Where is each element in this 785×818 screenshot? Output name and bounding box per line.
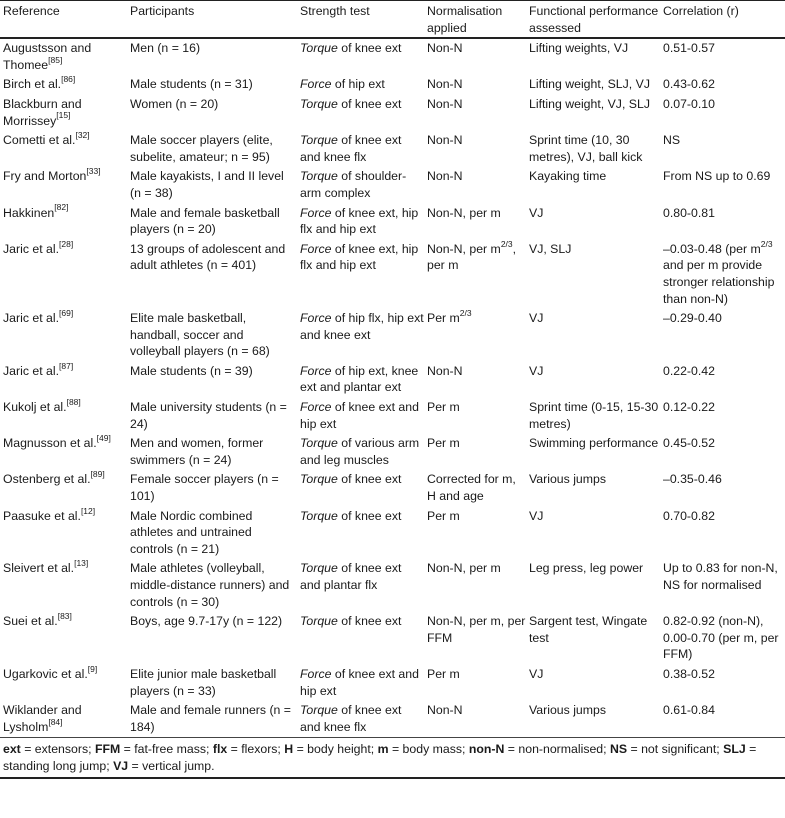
cell-reference [0,434,127,470]
normalisation-text: Per m [427,508,460,523]
cell-normalisation [424,701,526,738]
reference-text: Cometti et al. [3,133,76,148]
correlation-text: 0.80-0.81 [663,205,715,220]
cell-correlation [660,95,785,131]
citation-number: [9] [87,663,98,674]
cell-correlation [660,665,785,701]
normalisation-text: Non-N [427,41,463,56]
abbreviation-definition: = not significant; [627,742,724,757]
strength-test-text: of hip flx, hip ext and knee ext [300,311,424,342]
footnote-row [0,738,785,778]
table-footnote [0,738,785,778]
cell-reference [0,470,127,506]
cell-strength-test [297,131,424,167]
cell-strength-test [297,470,424,506]
cell-normalisation [424,240,526,309]
abbreviation-term: SLJ [723,742,746,757]
cell-functional-performance: Various jumps [529,703,606,718]
header-participants: Participants [130,4,195,18]
strength-test-text: of knee ext and plantar flx [300,561,402,592]
header-functional-performance: Functional performance assessed [529,4,659,35]
table-row [0,167,785,203]
correlation-text: –0.35-0.46 [663,472,722,487]
cell-normalisation [424,204,526,240]
measure-type: Torque [300,169,338,184]
cell-functional-performance: Swimming performance [529,436,659,451]
table-row [0,434,785,470]
cell-participants: 13 groups of adolescent and adult athletes (n = 401) [130,241,286,273]
strength-test-text: of knee ext and hip ext [300,400,419,431]
cell-reference [0,131,127,167]
cell-participants: Male soccer players (elite, subelite, amateur; n = 95) [130,133,273,164]
exponent: 2/3 [459,308,472,318]
correlation-text: –0.29-0.40 [663,311,722,326]
measure-type: Torque [300,436,338,451]
table-row [0,204,785,240]
abbreviation-definition: = flexors; [227,742,285,757]
normalisation-text: Non-N, per m [427,561,501,576]
cell-strength-test [297,95,424,131]
measure-type: Force [300,311,332,326]
table-row [0,612,785,665]
strength-test-text: of knee ext and knee flx [300,703,402,734]
table-row [0,507,785,560]
citation-number: [28] [59,238,74,249]
abbreviation-definition: = vertical jump. [128,758,215,773]
correlation-text: 0.61-0.84 [663,703,715,718]
normalisation-text: Non-N [427,96,463,111]
citation-number: [87] [59,360,74,371]
citation-number: [32] [75,130,90,141]
reference-text: Jaric et al. [3,363,60,378]
strength-test-text: of hip ext, knee ext and plantar ext [300,363,419,395]
cell-functional-performance: VJ [529,205,544,220]
cell-correlation [660,38,785,75]
citation-number: [83] [57,611,72,622]
cell-normalisation [424,95,526,131]
cell-strength-test [297,612,424,665]
cell-correlation [660,612,785,665]
table-row [0,38,785,75]
cell-normalisation [424,507,526,560]
cell-strength-test [297,434,424,470]
strength-test-text: of knee ext, hip flx and hip ext [300,205,419,237]
cell-participants: Men (n = 16) [130,41,201,56]
cell-strength-test [297,362,424,398]
cell-normalisation [424,470,526,506]
normalisation-text: Per m [427,311,460,326]
citation-number: [89] [90,469,105,480]
cell-functional-performance: Lifting weight, VJ, SLJ [529,96,650,111]
cell-strength-test [297,398,424,434]
cell-normalisation [424,131,526,167]
cell-participants: Male and female basketball players (n = 20) [130,205,280,237]
citation-number: [33] [86,166,101,177]
cell-strength-test [297,38,424,75]
cell-correlation [660,701,785,738]
cell-reference [0,95,127,131]
abbreviation-definition: = extensors; [20,742,95,757]
correlation-text: 0.22-0.42 [663,363,715,378]
normalisation-text-rest: , per m [427,241,517,273]
strength-test-text: of knee ext [337,508,402,523]
cell-functional-performance: Kayaking time [529,169,607,184]
correlation-text: From NS up to 0.69 [663,169,771,184]
cell-normalisation [424,612,526,665]
abbreviation-term: non-N [468,742,505,757]
table-row [0,95,785,131]
cell-normalisation [424,167,526,203]
cell-strength-test [297,309,424,362]
normalisation-text: Non-N [427,77,463,92]
correlation-text: Up to 0.83 for non-N, NS for normalised [663,561,778,592]
cell-reference [0,559,127,612]
correlation-text: 0.38-0.52 [663,666,715,681]
citation-number: [49] [96,433,111,444]
cell-reference [0,612,127,665]
normalisation-text: Non-N [427,133,463,148]
measure-type: Force [300,205,332,220]
cell-reference [0,75,127,95]
cell-participants: Male Nordic combined athletes and untrained controls (n = 21) [130,508,253,556]
citation-number: [13] [74,558,89,569]
cell-participants: Elite junior male basketball players (n = 33) [130,666,277,698]
cell-strength-test [297,701,424,738]
normalisation-text: Corrected for m, H and age [427,472,516,504]
cell-correlation [660,75,785,95]
citation-number: [88] [66,396,81,407]
reference-text: Kukolj et al. [3,400,67,415]
cell-normalisation [424,75,526,95]
correlation-text: 0.70-0.82 [663,508,715,523]
cell-participants: Men and women, former swimmers (n = 24) [130,436,264,467]
abbreviation-term: ext [3,742,21,757]
cell-functional-performance: VJ [529,666,544,681]
cell-normalisation [424,309,526,362]
cell-functional-performance: Sargent test, Wingate test [529,614,648,645]
cell-reference [0,507,127,560]
citation-number: [15] [56,110,71,121]
normalisation-text: Per m [427,666,460,681]
table-header-row [0,1,785,39]
abbreviation-term: VJ [113,758,129,773]
abbreviation-term: FFM [94,742,121,757]
abbreviation-definition: = standing long jump; [3,742,757,773]
reference-text: Jaric et al. [3,311,60,326]
measure-type: Force [300,241,332,256]
reference-text: Jaric et al. [3,241,60,256]
correlation-text: 0.45-0.52 [663,436,715,451]
cell-functional-performance: VJ [529,363,544,378]
cell-correlation [660,309,785,362]
table-row [0,75,785,95]
cell-correlation [660,559,785,612]
cell-participants: Boys, age 9.7-17y (n = 122) [130,614,283,629]
cell-strength-test [297,75,424,95]
cell-functional-performance: VJ [529,311,544,326]
cell-participants: Male university students (n = 24) [130,400,287,431]
citation-number: [82] [54,202,69,213]
normalisation-text: Non-N [427,169,463,184]
measure-type: Torque [300,614,338,629]
strength-test-text: of knee ext and knee flx [300,133,402,164]
header-normalisation: Normalisation applied [427,4,503,35]
cell-correlation [660,204,785,240]
measure-type: Force [300,666,332,681]
abbreviation-term: flx [212,742,228,757]
cell-strength-test [297,204,424,240]
correlation-text: 0.82-0.92 (non-N), 0.00-0.70 (per m, per FFM) [663,614,779,662]
correlation-text: 0.12-0.22 [663,400,715,415]
cell-participants: Male kayakists, I and II level (n = 38) [130,169,284,200]
cell-participants: Male students (n = 31) [130,77,253,92]
strength-test-text: of shoulder-arm complex [300,169,407,200]
cell-correlation [660,507,785,560]
reference-text: Augustsson and Thomee [3,41,92,72]
cell-normalisation [424,665,526,701]
measure-type: Force [300,77,332,92]
table-row [0,470,785,506]
reference-text: Blackburn and Morrissey [3,96,82,128]
measure-type: Force [300,363,332,378]
cell-strength-test [297,559,424,612]
reference-text: Magnusson et al. [3,436,97,451]
citation-number: [12] [80,505,96,516]
correlation-text: 0.51-0.57 [663,41,715,56]
correlation-text: 0.07-0.10 [663,96,715,111]
cell-reference [0,204,127,240]
abbreviation-term: m [377,742,389,757]
reference-text: Birch et al. [3,77,62,92]
measure-type: Torque [300,561,338,576]
citation-number: [84] [48,716,63,727]
table-row [0,362,785,398]
strength-test-text: of knee ext [337,96,402,111]
cell-reference [0,38,127,75]
cell-reference [0,665,127,701]
cell-reference [0,240,127,309]
cell-functional-performance: Various jumps [529,472,606,487]
reference-text: Fry and Morton [3,169,87,184]
cell-normalisation [424,362,526,398]
cell-functional-performance: VJ [529,508,544,523]
cell-reference [0,701,127,738]
abbreviation-definition: = body height; [293,742,378,757]
correlation-text-rest: and per m provide stronger relationship than non-N) [663,258,775,306]
measure-type: Torque [300,96,338,111]
cell-functional-performance: VJ, SLJ [529,241,572,256]
cell-participants: Elite male basketball, handball, soccer and volleyball players (n = 68) [130,311,270,359]
correlation-text: NS [663,133,681,148]
cell-functional-performance: Sprint time (10, 30 metres), VJ, ball kick [529,133,643,164]
cell-strength-test [297,167,424,203]
reference-text: Sleivert et al. [3,561,75,576]
abbreviation-term: H [284,742,294,757]
cell-functional-performance: Lifting weight, SLJ, VJ [529,77,650,92]
measure-type: Torque [300,133,338,148]
cell-participants: Female soccer players (n = 101) [130,472,279,504]
cell-normalisation [424,398,526,434]
reference-text: Paasuke et al. [3,508,81,523]
cell-correlation [660,470,785,506]
normalisation-text: Non-N, per m [427,241,501,256]
exponent: 2/3 [500,238,513,249]
header-correlation: Correlation (r) [663,4,739,18]
cell-correlation [660,240,785,309]
cell-functional-performance: Lifting weights, VJ [529,41,629,56]
normalisation-text: Per m [427,436,460,451]
cell-reference [0,398,127,434]
cell-correlation [660,362,785,398]
table-row [0,398,785,434]
strength-test-text: of knee ext and hip ext [300,666,419,698]
reference-text: Suei et al. [3,614,58,629]
reference-text: Ugarkovic et al. [3,666,88,681]
exponent: 2/3 [760,238,773,249]
reference-text: Ostenberg et al. [3,472,91,487]
strength-test-text: of various arm and leg muscles [300,436,420,467]
reference-text: Hakkinen [3,205,55,220]
cell-normalisation [424,38,526,75]
correlation-text: –0.03-0.48 (per m [663,241,761,256]
table-row [0,309,785,362]
cell-correlation [660,434,785,470]
table-row [0,701,785,738]
table-row [0,665,785,701]
cell-correlation [660,131,785,167]
normalisation-text: Non-N [427,703,463,718]
strength-test-text: of knee ext [337,41,402,56]
header-strength-test: Strength test [300,4,370,18]
citation-number: [69] [59,308,74,318]
strength-test-text: of knee ext, hip flx and hip ext [300,241,419,273]
cell-participants: Women (n = 20) [130,96,219,111]
measure-type: Torque [300,508,338,523]
table-row [0,559,785,612]
normalisation-text: Non-N [427,363,463,378]
measure-type: Torque [300,703,338,718]
measure-type: Force [300,400,332,415]
cell-participants: Male students (n = 39) [130,363,253,378]
normalisation-text: Non-N, per m, per FFM [427,614,526,645]
normalisation-text: Non-N, per m [427,205,501,220]
abbreviation-definition: = non-normalised; [504,742,610,757]
reference-text: Wiklander and Lysholm [3,703,82,734]
cell-reference [0,167,127,203]
cell-strength-test [297,240,424,309]
table-row [0,240,785,309]
correlation-text: 0.43-0.62 [663,77,715,92]
normalisation-text: Per m [427,400,460,415]
strength-test-text: of knee ext [337,614,402,629]
abbreviation-term: NS [609,742,628,757]
cell-participants: Male athletes (volleyball, middle-distance runners) and controls (n = 30) [130,561,290,609]
cell-functional-performance: Sprint time (0-15, 15-30 metres) [529,400,659,431]
abbreviation-definition: = fat-free mass; [120,742,213,757]
table-body [0,38,785,738]
table-row [0,131,785,167]
cell-participants: Male and female runners (n = 184) [130,703,291,734]
measure-type: Torque [300,472,338,487]
cell-correlation [660,398,785,434]
strength-test-text: of knee ext [337,472,402,487]
citation-number: [85] [48,54,63,65]
header-reference: Reference [3,4,60,18]
cell-strength-test [297,507,424,560]
strength-test-text: of hip ext [331,77,385,92]
cell-normalisation [424,559,526,612]
abbreviation-definition: = body mass; [388,742,469,757]
cell-correlation [660,167,785,203]
measure-type: Torque [300,41,338,56]
cell-normalisation [424,434,526,470]
cell-reference [0,362,127,398]
citation-number: [86] [61,74,76,85]
cell-reference [0,309,127,362]
cell-strength-test [297,665,424,701]
cell-functional-performance: Leg press, leg power [529,561,644,576]
